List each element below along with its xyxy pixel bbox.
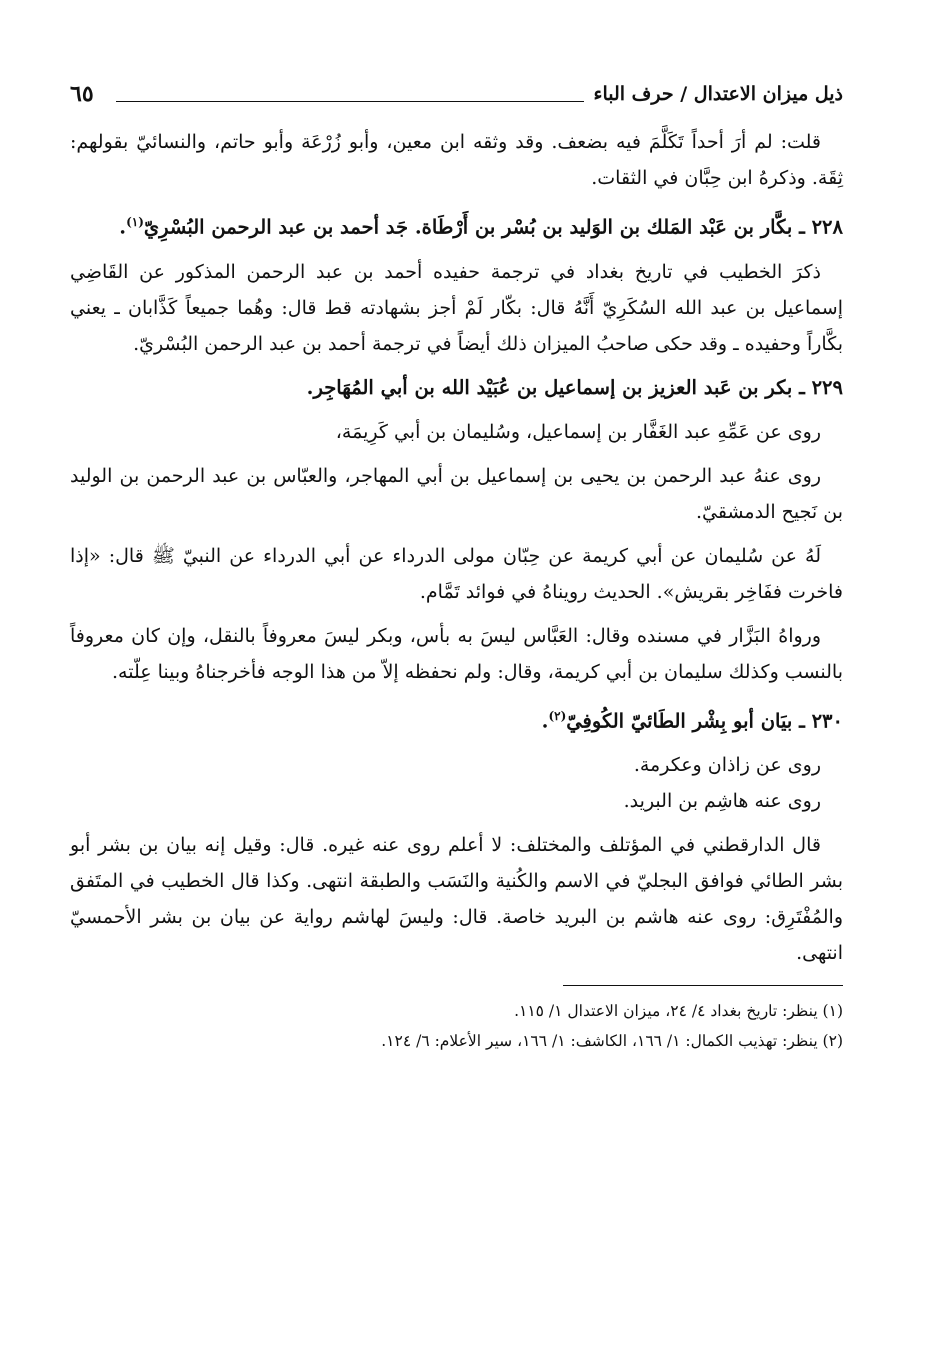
paragraph: روى عنهُ عبد الرحمن بن يحيى بن إسماعيل بن أبي المهاجر، والعبّاس بن عبد الرحمن بن الوليد بن نَجيح الدمشقيّ. [70,464,843,523]
paragraph: قلت: لم أرَ أحداً تَكَلَّمَ فيه بضعف. وقد وثقه ابن معين، وأبو زُرْعَة وأبو حاتم، والنسائيّ بقولهم: ثِقَة. وذكرهُ ابن حِبَّان في الثقات. [70,131,843,189]
footnote-ref-2: (٢) [548,708,567,723]
entry-heading-229: ٢٢٩ ـ بكر بن عَبد العزيز بن إسماعيل بن عُبَيْد الله بن أبي المُهَاجِر. [306,375,843,399]
paragraph: ورواهُ البَزَّار في مسنده وقال: العَبَّاس ليسَ به بأس، وبكر ليسَ معروفاً بالنقل، وإن كان معروفاً بالنسب وكذلك سليمان بن أبي كريمة، وقال: ولم نحفظه إلاّ من هذا الوجه فأخرجناهُ وبينا عِلّته. [70,624,843,683]
paragraph: لَهُ عن سُليمان عن أبي كريمة عن حِبّان مولى الدرداء عن أبي الدرداء عن النبيّ ﷺ قال: «إذا فاخرت ففَاخِر بقريش». الحديث رويناهُ في فوائد تَمَّام. [70,544,843,603]
footnote-1: (١) ينظر: تاريخ بغداد ٤/ ٢٤، ميزان الاعتدال ١/ ١١٥. [514,1002,843,1020]
paragraph: روى عن زاذان وعكرمة. [633,754,821,776]
paragraph: روى عنه هاشِم بن البريد. [623,790,821,812]
end-dot: . [541,709,549,732]
footnote-rule [563,985,843,986]
footnote-2: (٢) ينظر: تهذيب الكمال: ١/ ١٦٦، الكاشف: ١/ ١٦٦، سير الأعلام: ٦/ ١٢٤. [381,1032,843,1050]
entry-heading-228 [70,204,843,246]
running-head: ذيل ميزان الاعتدال / حرف الباء [593,83,843,105]
header-rule [116,87,584,102]
paragraph: ذكرَ الخطيب في تاريخ بغداد في ترجمة حفيده أحمد بن عبد الرحمن المذكور عن القَاضِي إسماعيل بن عبد الله السُكَرِيّ أَنَّهُ قال: بكّار لَمْ أجز بشهادته قط قال: وهُما جميعاً كَذَّابان ـ يعني بكَّاراً وحفيده ـ وقد حكى صاحبُ الميزان ذلك أيضاً في ترجمة أحمد بن عبد الرحمن البُسْريّ. [70,260,843,355]
footnotes [70,996,843,1056]
entry-heading-text: ٢٣٠ ـ بيَان أبو بِشْر الطَائيّ الكُوفِيّ [566,709,843,732]
paragraph: قال الدارقطني في المؤتلف والمختلف: لا أعلم روى عنه غيره. قال: وقيل إنه بيان بن بشر أبو بشر الطائي فوافق البجليّ في الاسم والكُنية والنَسَب والطبقة انتهى. وكذا قال الخطيب في المتَفق والمُفْتَرِق: روى عنه هاشم بن البريد خاصة. قال: وليسَ لهاشم رواية عن بيان بن بشر الأحمسيّ انتهى. [70,834,843,964]
end-dot: . [119,215,127,239]
page-header [70,78,843,110]
entry-heading-230 [70,698,843,740]
page-number: ٦٥ [70,81,94,107]
footnote-ref-1: (١) [126,215,144,229]
paragraph: روى عن عَمِّهِ عبد الغَفَّار بن إسماعيل، وسُليمان بن أبي كَرِيمَة، [335,420,821,443]
body-text [70,124,843,971]
entry-heading-text: ٢٢٨ ـ بكَّار بن عَبْد المَلك بن الوَليد بن بُسْر بن أَرْطَاة. جَد أحمد بن عبد الرحمن البُسْرِيّ [143,215,843,239]
